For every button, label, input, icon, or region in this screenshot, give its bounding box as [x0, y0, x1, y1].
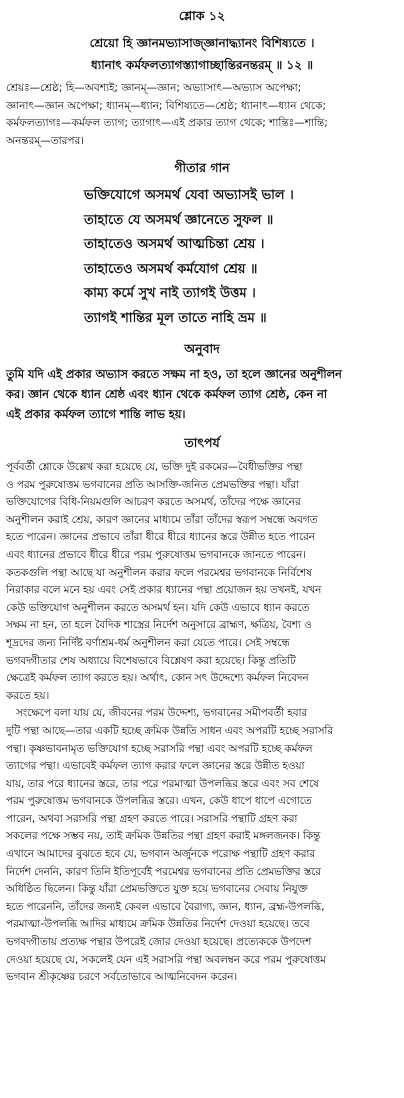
song-line: ভক্তিযোগে অসমর্থ যেবা অভ্যাসই ভাল ।: [84, 188, 294, 203]
song-line: ত্যাগই শান্তির মূল তাতে নাহি ভ্রম ॥: [84, 310, 267, 326]
purport-line: অনুশীলন করাই শ্রেয়, কারণ জ্ঞানের মাধ্যমে তাঁরা তাঁদের স্বরূপ সম্বন্ধে অবগত: [6, 513, 318, 526]
translation-title: অনুবাদ: [184, 341, 220, 356]
purport-line: সকলের পক্ষে সম্ভব নয়, তাই ক্রমিক উন্নতির পন্থা গ্রহণ করাই মঙ্গলজনক। কিন্তু: [6, 830, 321, 843]
synonym-line: জ্ঞানাৎ—জ্ঞান অপেক্ষা; ধ্যানম্‌—ধ্যান; বিশিষ্যতে—শ্রেষ্ঠ; ধ্যানাৎ—ধ্যান থেকে;: [6, 99, 327, 112]
purport-line: পরম পুরুষোত্তম ভগবানকে উপলব্ধির স্তরে। এখন, কেউ ধাপে ধাপে এগোতে: [6, 795, 312, 808]
word-meanings: [6, 80, 398, 150]
song-verses: [6, 184, 398, 331]
purport-title: তাৎপর্য: [184, 435, 220, 450]
purport-line: সংক্ষেপে বলা যায় যে, জীবনের পরম উদ্দেশ্য, ভগবানের সমীপবর্তী হবার: [16, 707, 308, 720]
purport-line: ত্যাগের পন্থা। এভাবেই কর্মফল ত্যাগ করার ফলে জ্ঞানের স্তরে উন্নীত হওয়া: [6, 760, 305, 773]
purport-line: ভগবান শ্রীকৃষ্ণের চরণে সর্বতোভাবে আত্মনিবেদন করেন।: [6, 971, 238, 984]
purport-line: ও পরম পুরুষোত্তম ভগবানের প্রতি আসক্তি-জনিত প্রেমভক্তির পন্থা। যাঁরা: [6, 478, 300, 491]
purport-line: অধিষ্ঠিত ছিলেন। কিন্তু যাঁরা প্রেমভক্তিতে যুক্ত হয়ে ভগবানের সেবায় নিযুক্ত: [6, 883, 308, 896]
purport-line: এখানে আমাদের বুঝতে হবে যে, ভগবান অর্জুনকে পরোক্ষ পন্থাটি গ্রহণ করার: [6, 848, 316, 861]
song-line: তাহাতেও অসমর্থ আত্মচিন্তা শ্রেয় ।: [84, 237, 265, 252]
synonym-line: শ্রেয়ঃ—শ্রেষ্ঠ; হি—অবশ্যই; জ্ঞানম্‌—জ্ঞান; অভ্যাসাৎ—অভ্যাস অপেক্ষা;: [6, 82, 302, 94]
song-line: কাম্য কর্মে সুখ নাই ত্যাগই উত্তম ।: [84, 286, 256, 301]
purport-line: ভক্তিযোগের বিধি-নিয়মগুলি আচরণ করতে অসমর্থ, তাঁদের পক্ষে জ্ঞানের: [6, 496, 301, 509]
purport-line: পূর্ববর্তী শ্লোকে উল্লেখ করা হয়েছে যে, ভক্তি দুই রকমের—বৈধীভক্তির পন্থা: [6, 461, 303, 473]
purport-line: ক্ষেত্রেই কর্মফল ত্যাগ করতে হয়। অর্থাৎ, কোন সৎ উদ্দেশ্যে কর্মফল নিবেদন: [6, 672, 309, 685]
purport-line: করতে হয়।: [6, 689, 50, 702]
purport-line: নিরাকার বলে মনে হয় এবং সেই প্রকার ধ্যানের পন্থা প্রয়োজন হয় তখনই, যখন: [6, 584, 322, 597]
purport-line: শূদ্রদের জন্য নির্দিষ্ট বর্ণাশ্রম-ধর্ম অনুশীলন করা যেতে পারে। সেই সম্বন্ধে: [6, 636, 290, 649]
sanskrit-verse: [6, 32, 398, 76]
purport-line: কেউ ভক্তিযোগ অনুশীলন করতে অসমর্থ হন। যদি কেউ এভাবে ধ্যান করতে: [6, 601, 310, 614]
sanskrit-line: শ্রেয়ো হি জ্ঞানমভ্যাসাজ্জ্ঞানাদ্ধ্যানং বিশিষ্যতে ।: [89, 36, 315, 50]
purport-line: ভগবদ্গীতায় প্রত্যক্ষ পন্থার উপরেই জোর দেওয়া হয়েছে। প্রত্যেককে উপদেশ: [6, 936, 312, 949]
sanskrit-line: ধ্যানাৎ কর্মফলত্যাগস্ত্যাগাচ্ছান্তিরনন্তরম্‌ ॥ ১২ ॥: [91, 58, 313, 72]
purport-line: কতকগুলি পন্থা আছে যা অনুশীলন করার ফলে পরমেশ্বর ভগবানকে নির্বিশেষ: [6, 566, 312, 579]
purport-line: ভগবদ্গীতার শেষ অধ্যায়ে বিশেষভাবে বিশ্লেষণ করা হয়েছে। কিন্তু প্রতিটি: [6, 654, 296, 667]
purport-line: পন্থা। কৃষ্ণভাবনামৃত ভক্তিযোগ হচ্ছে সরাসরি পন্থা এবং অপরটি হচ্ছে কর্মফল: [6, 742, 313, 755]
purport-line: হতে পারেননি, তাঁদের জন্যই কেবল এভাবে বৈরাগ্য, জ্ঞান, ধ্যান, ব্রহ্ম-উপলব্ধি,: [6, 900, 325, 913]
song-line: তাহাতেও অসমর্থ কর্মযোগ শ্রেয় ॥: [84, 261, 258, 277]
purport-line: যায়, তার পরে ধ্যানের স্তরে, তার পরে পরমাত্মা উপলব্ধির স্তরে এবং সব শেষে: [6, 777, 319, 790]
purport-line: পরমাত্মা-উপলব্ধি আদির মাধ্যমে ক্রমিক উন্নতির নির্দেশ দেওয়া হয়েছে। তবে: [6, 918, 310, 931]
purport-line: সক্ষম না হন, তা হলে বৈদিক শাস্ত্রের নির্দেশ অনুসারে ব্রাহ্মণ, ক্ষত্রিয়, বৈশ্য ও: [6, 619, 312, 632]
purport-line: নির্দেশ দেননি, কারণ তিনি ইতিপূর্বেই পরমেশ্বর ভগবানের প্রতি প্রেমভক্তির স্তরে: [6, 865, 321, 878]
purport-line: হতে পারেন। জ্ঞানের প্রভাবে তাঁরা ধীরে ধীরে ধ্যানের স্তরে উন্নীত হতে পারেন: [6, 531, 315, 544]
translation-line: তুমি যদি এই প্রকার অভ্যাস করতে সক্ষম না হও, তা হলে জ্ঞানের অনুশীলন: [6, 368, 342, 381]
translation-line: এই প্রকার কর্মফল ত্যাগে শান্তি লাভ হয়।: [6, 408, 186, 421]
purport-line: দেওয়া হয়েছে যে, সকলেই যেন এই সরাসরি পন্থা অবলম্বন করে পরম পুরুষোত্তম: [6, 953, 326, 966]
song-title: গীতার গান: [174, 160, 230, 175]
purport-line: পারেন, অথবা সরাসরি পন্থা গ্রহণ করতে পারে। সরাসরি পন্থাটি গ্রহণ করা: [6, 812, 298, 825]
purport-line: এবং ধ্যানের প্রভাবে ধীরে ধীরে পরম পুরুষোত্তম ভগবানকে জানতে পারেন।: [6, 548, 306, 561]
verse-number: শ্লোক ১২: [178, 8, 226, 23]
song-line: তাহাতে যে অসমর্থ জ্ঞানেতে সুফল ॥: [84, 212, 274, 228]
synonym-line: অনন্তরম্‌—তারপর।: [6, 134, 85, 147]
translation-text: [6, 365, 398, 425]
purport-body: [6, 459, 398, 987]
synonym-line: কর্মফলত্যাগঃ—কর্মফল ত্যাগ; ত্যাগাৎ—এই প্রকার ত্যাগ থেকে; শান্তিঃ—শান্তি;: [6, 117, 328, 129]
purport-line: দুটি পন্থা আছে—তার একটি হচ্ছে ক্রমিক উন্নতি সাধন এবং অপরটি হচ্ছে সরাসরি: [6, 724, 334, 737]
translation-line: কর। জ্ঞান থেকে ধ্যান শ্রেষ্ঠ এবং ধ্যান থেকে কর্মফল ত্যাগ শ্রেষ্ঠ, কেন না: [6, 388, 327, 401]
